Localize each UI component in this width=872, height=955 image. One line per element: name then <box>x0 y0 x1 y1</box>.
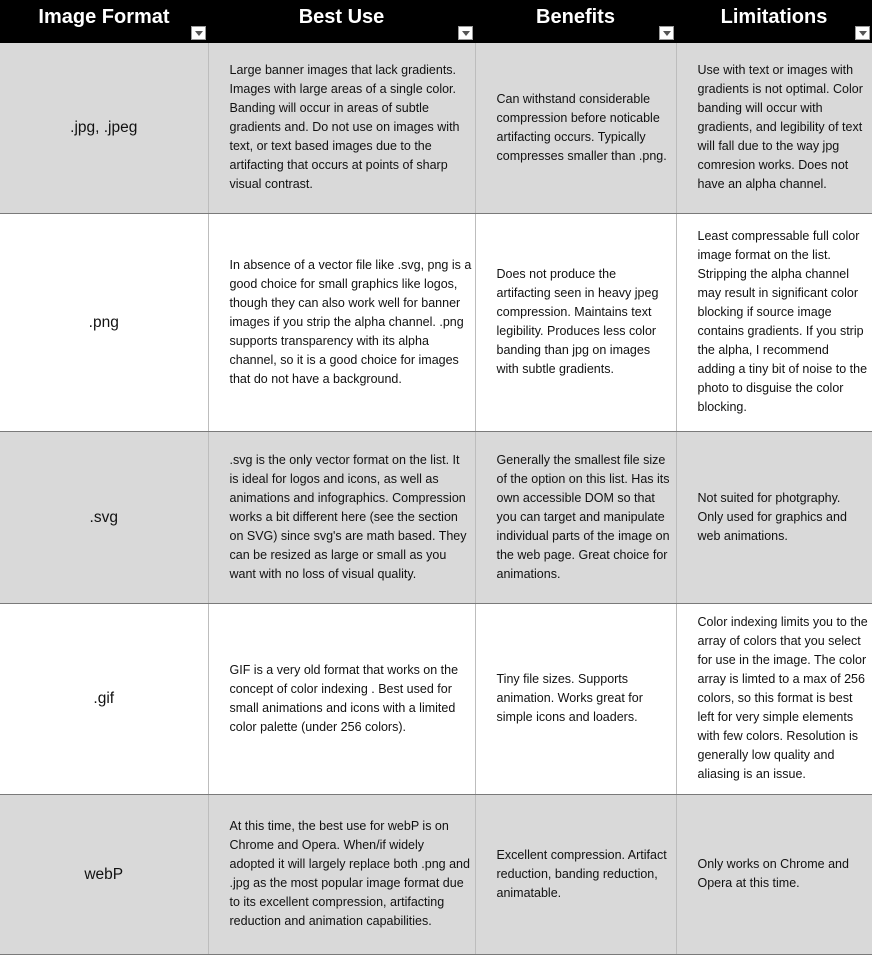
table-body <box>0 43 872 954</box>
header-best-use <box>208 0 475 43</box>
header-limitations <box>676 0 872 43</box>
benefits-cell: Can withstand considerable compression before noticable artifacting occurs. Typically compresses smaller than .png. <box>475 43 676 213</box>
table-row <box>0 43 872 213</box>
best-use-cell: At this time, the best use for webP is on Chrome and Opera. When/if widely adopted it will largely replace both .png and .jpg as the most popular image format due to its excellent compression, artifacting reduction and animation capabilities. <box>208 794 475 954</box>
best-use-cell: Large banner images that lack gradients. Images with large areas of a single color. Banding will occur in areas of subtle gradients and. Do not use on images with text, or text based images due to the artifacting that occurs at points of sharp visual contrast. <box>208 43 475 213</box>
benefits-cell: Tiny file sizes. Supports animation. Works great for simple icons and loaders. <box>475 603 676 794</box>
table-header <box>0 0 872 43</box>
table-row <box>0 431 872 603</box>
limitations-cell: Use with text or images with gradients is not optimal. Color banding will occur with gradients, and legibility of text will fall due to the way jpg comresion works. Does not have an alpha channel. <box>676 43 872 213</box>
benefits-cell: Does not produce the artifacting seen in heavy jpeg compression. Maintains text legibility. Produces less color banding than jpg on images with subtle gradients. <box>475 213 676 431</box>
filter-dropdown-icon[interactable] <box>855 26 870 40</box>
benefits-cell: Excellent compression. Artifact reduction, banding reduction, animatable. <box>475 794 676 954</box>
header-label: Limitations <box>720 6 828 28</box>
limitations-cell: Color indexing limits you to the array of colors that you select for use in the image. The color array is limted to a max of 256 colors, so this format is best left for very simple elements with few colors. Resolution is generally low quality and aliasing is an issue. <box>676 603 872 794</box>
header-label: Benefits <box>536 6 615 28</box>
best-use-cell: GIF is a very old format that works on the concept of color indexing . Best used for small animations and icons with a limited color palette (under 256 colors). <box>208 603 475 794</box>
limitations-cell: Only works on Chrome and Opera at this time. <box>676 794 872 954</box>
header-image-format <box>0 0 208 43</box>
header-row <box>0 0 872 43</box>
format-cell: .jpg, .jpeg <box>0 43 208 213</box>
benefits-cell: Generally the smallest file size of the option on this list. Has its own accessible DOM so that you can target and manipulate individual parts of the image on the web page. Great choice for animations. <box>475 431 676 603</box>
format-cell: .svg <box>0 431 208 603</box>
best-use-cell: .svg is the only vector format on the list. It is ideal for logos and icons, as well as animations and infographics. Compression works a bit different here (see the section on SVG) since svg's are math based. They can be resized as large or small as you want with no loss of visual quality. <box>208 431 475 603</box>
header-label: Best Use <box>298 6 385 28</box>
header-benefits <box>475 0 676 43</box>
filter-dropdown-icon[interactable] <box>191 26 206 40</box>
table-row <box>0 603 872 794</box>
format-cell: .png <box>0 213 208 431</box>
filter-dropdown-icon[interactable] <box>659 26 674 40</box>
header-label: Image Format <box>38 6 170 28</box>
format-cell: .gif <box>0 603 208 794</box>
table-row <box>0 213 872 431</box>
best-use-cell: In absence of a vector file like .svg, png is a good choice for small graphics like logos, though they can also work well for banner images if you strip the alpha channel. .png supports transparency with its alpha channel, so it is a good choice for images that do not have a background. <box>208 213 475 431</box>
filter-dropdown-icon[interactable] <box>458 26 473 40</box>
table-row <box>0 794 872 954</box>
format-cell: webP <box>0 794 208 954</box>
limitations-cell: Least compressable full color image format on the list. Stripping the alpha channel may result in significant color blocking if source image contains gradients. If you strip the alpha, I recommend adding a tiny bit of noise to the photo to disguise the color blocking. <box>676 213 872 431</box>
limitations-cell: Not suited for photgraphy. Only used for graphics and web animations. <box>676 431 872 603</box>
